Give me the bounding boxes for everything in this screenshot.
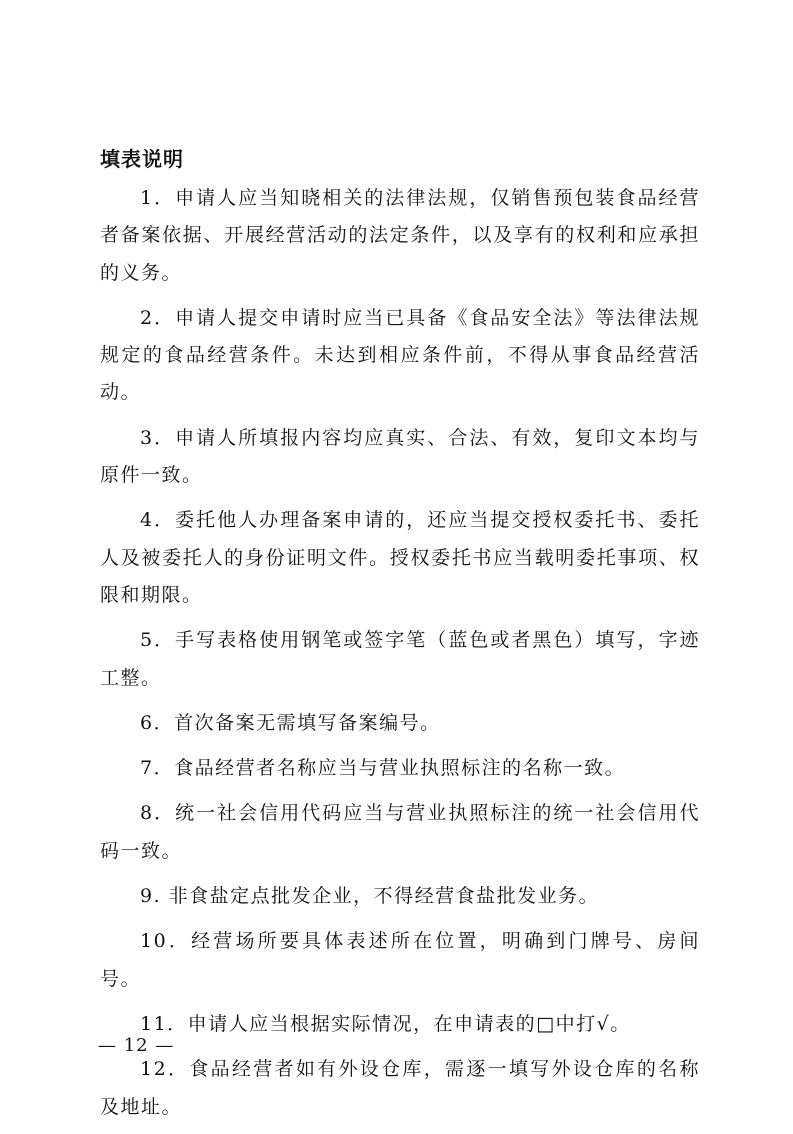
instruction-item-11: 11．申请人应当根据实际情况，在申请表的□中打√。: [140, 1012, 631, 1035]
instruction-item-12: 12．食品经营者如有外设仓库，需逐一填写外设仓库的名称及地址。: [100, 1058, 700, 1118]
instruction-item-6: 6．首次备案无需填写备案编号。: [140, 711, 441, 734]
instruction-list: [100, 180, 700, 1134]
instruction-item-3: 3．申请人所填报内容均应真实、合法、有效，复印文本均与原件一致。: [100, 426, 700, 487]
instruction-item-7: 7．食品经营者名称应当与营业执照标注的名称一致。: [140, 757, 626, 780]
instruction-item-5: 5．手写表格使用钢笔或签字笔（蓝色或者黑色）填写，字迹工整。: [100, 629, 700, 689]
section-heading: 填表说明: [100, 147, 184, 171]
instruction-item-1: 1．申请人应当知晓相关的法律法规，仅销售预包装食品经营者备案依据、开展经营活动的法定条件，以及享有的权利和应承担的义务。: [100, 187, 700, 284]
instruction-item-9: 9. 非食盐定点批发企业，不得经营食盐批发业务。: [140, 885, 600, 908]
page-number: — 12 —: [98, 1035, 175, 1056]
instruction-item-10: 10．经营场所要具体表述所在位置，明确到门牌号、房间号。: [100, 930, 700, 990]
instruction-item-8: 8．统一社会信用代码应当与营业执照标注的统一社会信用代码一致。: [100, 802, 700, 862]
instruction-item-2: 2．申请人提交申请时应当已具备《食品安全法》等法律法规规定的食品经营条件。未达到相应条件前，不得从事食品经营活动。: [100, 306, 700, 404]
instruction-item-4: 4．委托他人办理备案申请的，还应当提交授权委托书、委托人及被委托人的身份证明文件。授权委托书应当载明委托事项、权限和期限。: [100, 509, 700, 606]
